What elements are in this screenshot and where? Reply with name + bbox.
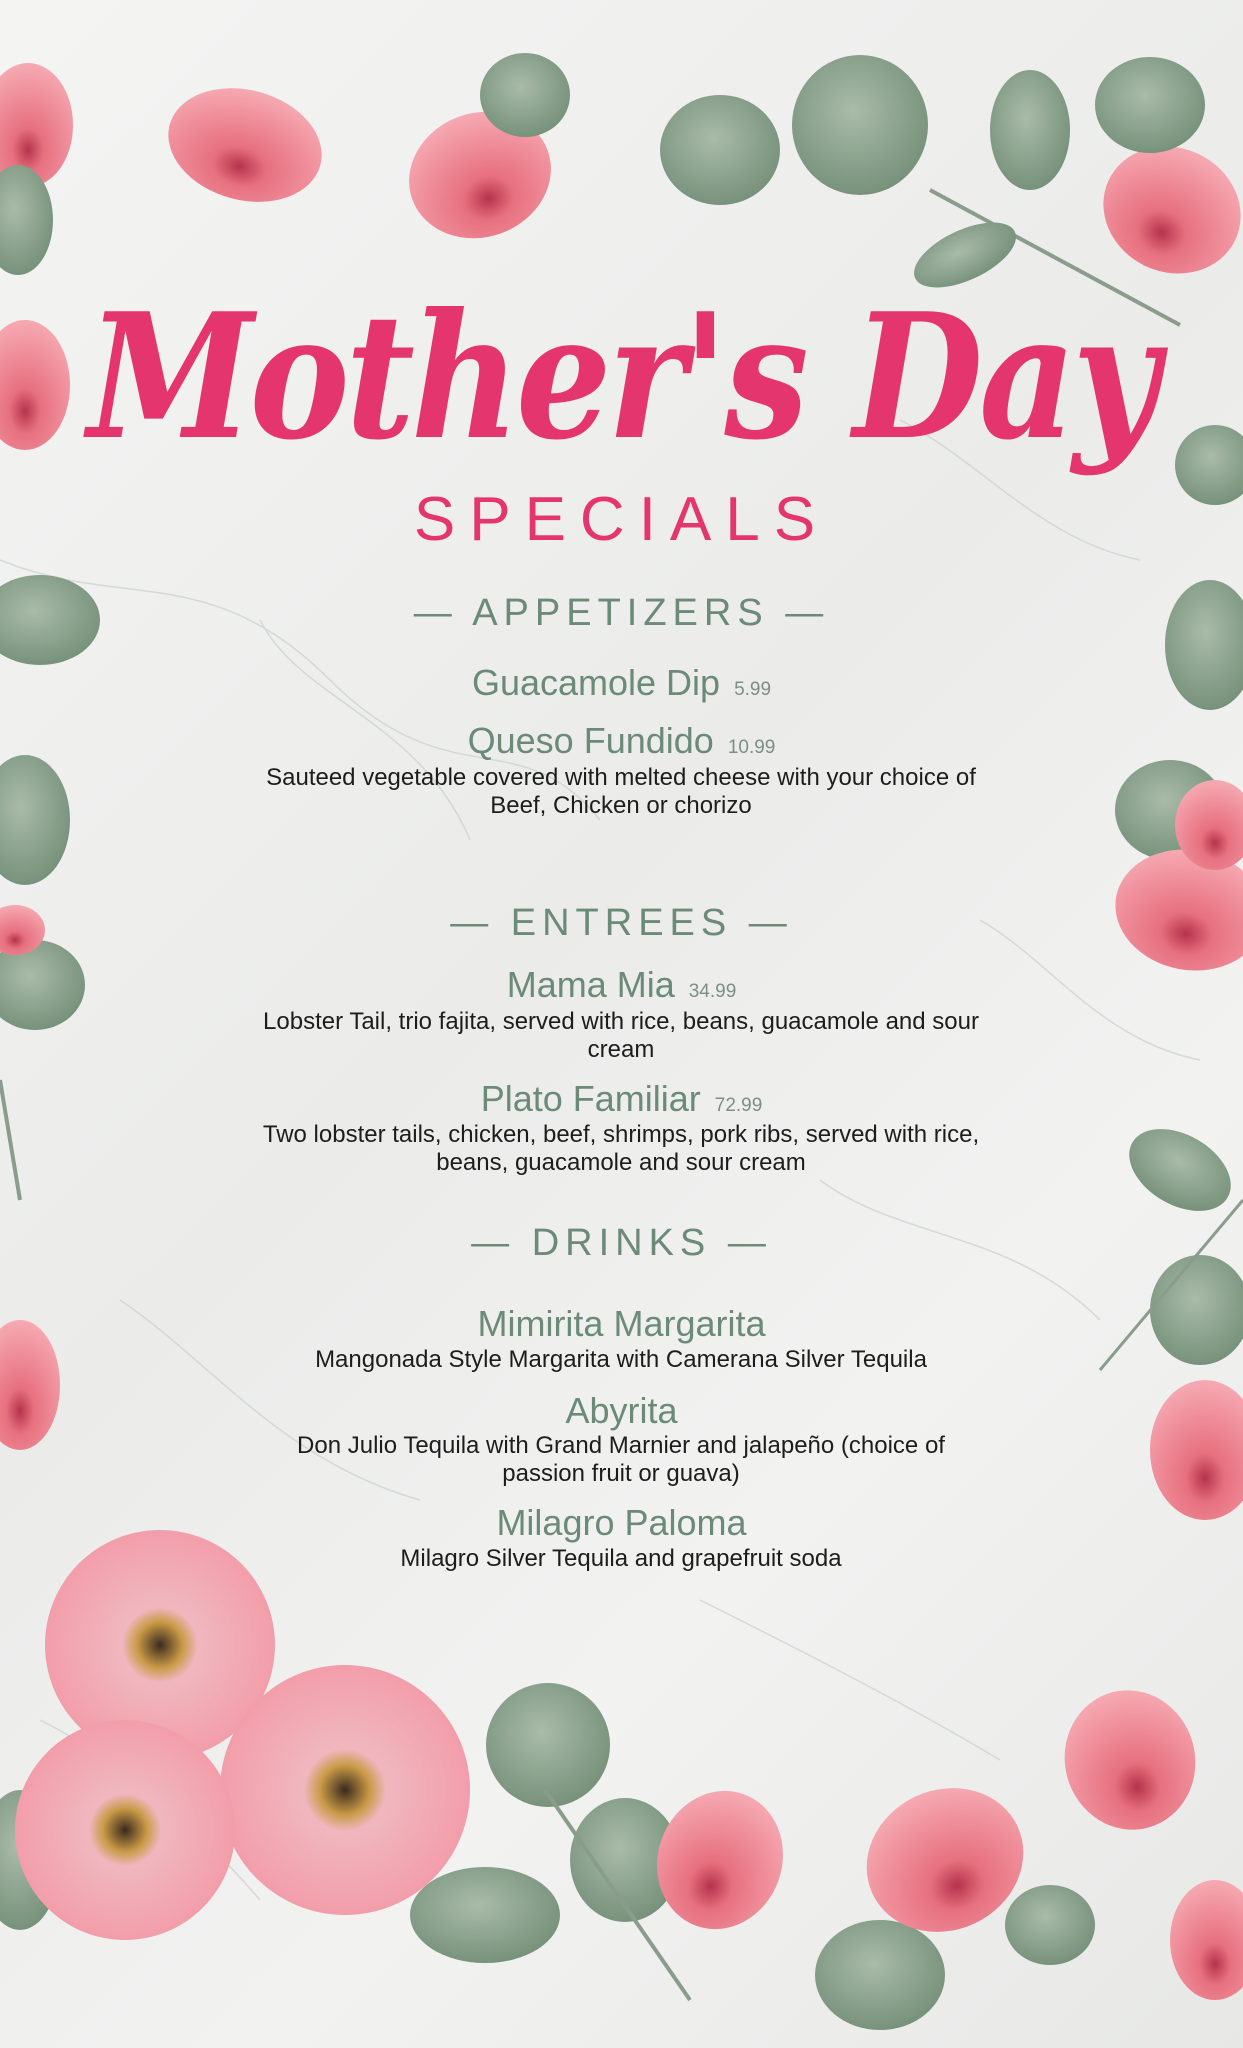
item-name: Plato Familiar [480, 1078, 701, 1119]
menu-item-mama-mia [0, 964, 1243, 1006]
item-name: Queso Fundido [467, 720, 714, 761]
menu-title: Mother's Day [87, 276, 1156, 479]
item-price: 34.99 [688, 981, 737, 1002]
item-price: 5.99 [734, 679, 772, 700]
menu-item-abyrita [0, 1390, 1243, 1432]
item-name: Mimirita Margarita [477, 1303, 766, 1344]
item-description: Milagro Silver Tequila and grapefruit soda [400, 1545, 842, 1572]
section-heading-drinks: — DRINKS — [471, 1222, 772, 1264]
menu-item-mimirita-margarita [0, 1303, 1243, 1345]
menu-item-queso-fundido [0, 720, 1243, 762]
item-name: Guacamole Dip [471, 662, 721, 703]
item-description: Don Julio Tequila with Grand Marnier and jalapeño (choice of passion fruit or guava) [297, 1432, 945, 1487]
item-price: 72.99 [714, 1095, 763, 1116]
item-description: Sauteed vegetable covered with melted cheese with your choice of Beef, Chicken or chorizo [266, 764, 976, 819]
menu-item-plato-familiar [0, 1078, 1243, 1120]
item-name: Mama Mia [506, 964, 675, 1005]
menu-subtitle: SPECIALS [413, 485, 830, 554]
item-description: Mangonada Style Margarita with Camerana Silver Tequila [315, 1346, 927, 1373]
section-heading-appetizers: — APPETIZERS — [413, 592, 830, 634]
item-name: Milagro Paloma [496, 1502, 747, 1543]
item-name: Abyrita [565, 1390, 678, 1431]
item-description: Lobster Tail, trio fajita, served with rice, beans, guacamole and sour cream [263, 1008, 979, 1063]
menu-item-milagro-paloma [0, 1502, 1243, 1544]
item-description: Two lobster tails, chicken, beef, shrimps, pork ribs, served with rice, beans, guacamole and sour cream [262, 1121, 980, 1176]
section-heading-entrees: — ENTREES — [450, 902, 793, 944]
menu-item-guacamole-dip [0, 662, 1243, 704]
item-price: 10.99 [727, 737, 776, 758]
